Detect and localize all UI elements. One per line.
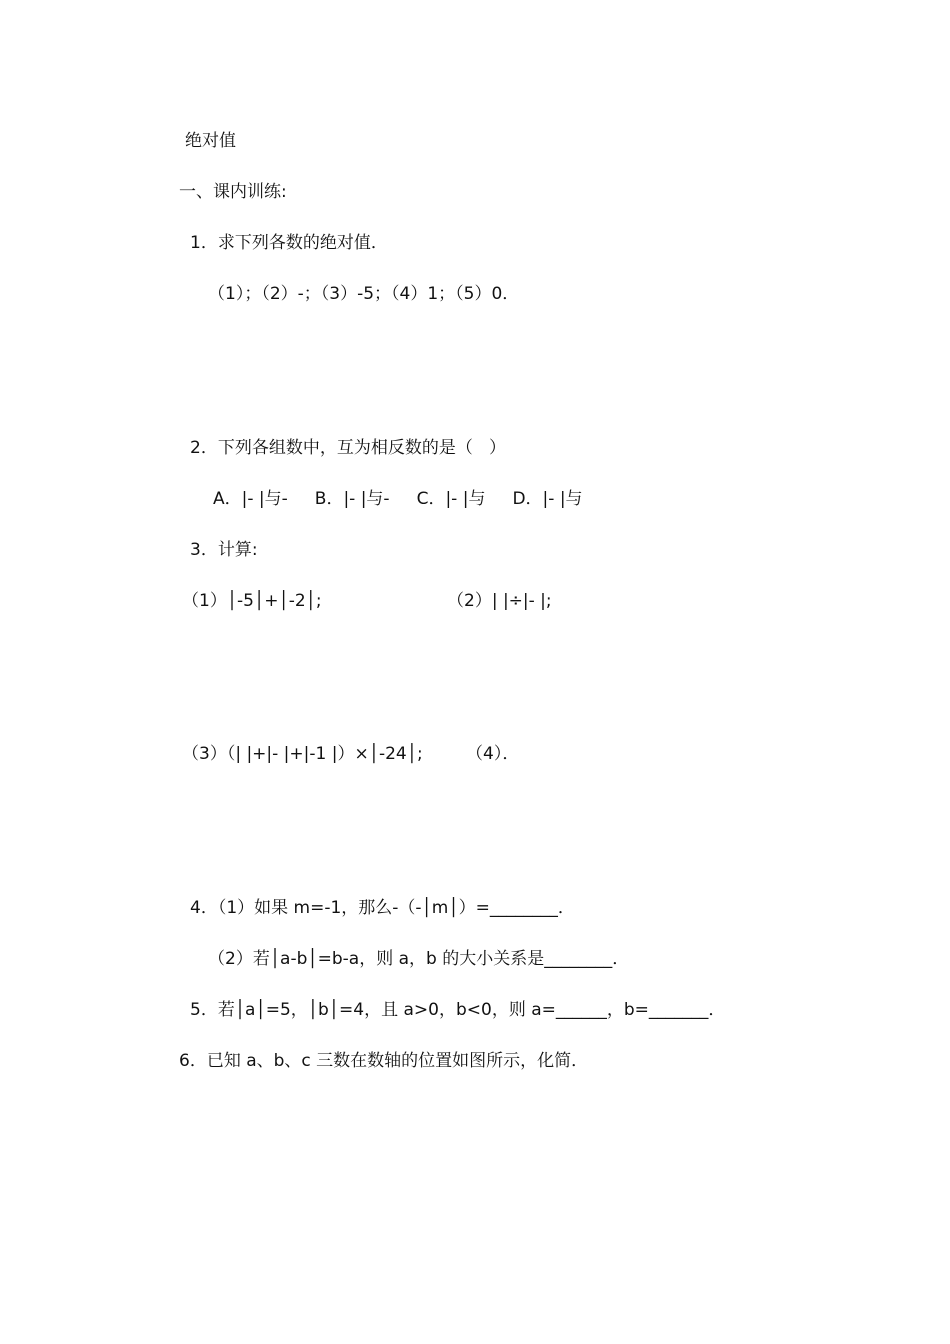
question-5: 5．若│a│=5，│b│=4，且 a>0，b<0，则 a=______，b=_______． (190, 1000, 726, 1020)
question-4-part-1: 4．（1）如果 m=-1，那么-（-│m│）=________． (190, 898, 575, 918)
question-6: 6．已知 a、b、c 三数在数轴的位置如图所示，化简． (179, 1051, 589, 1071)
question-4-part-2: （2）若│a-b│=b-a，则 a，b 的大小关系是________． (208, 949, 630, 969)
question-2-stem: 2．下列各组数中，互为相反数的是（ ） (190, 438, 507, 458)
question-2-options: A．|- |与- B．|- |与- C．|- |与 D．|- |与 (213, 489, 583, 509)
question-1-items: （1）；（2）-；（3）-5；（4）1；（5）0． (208, 284, 520, 304)
question-3-item-4: （4）． (466, 744, 520, 764)
question-3-item-3: （3）（| |+|- |+|-1 |）×│-24│; (182, 744, 423, 764)
question-3-item-1: （1）│-5│+│-2│; (182, 591, 322, 611)
question-3-stem: 3．计算: (190, 540, 258, 560)
section-heading: 一、课内训练: (179, 182, 287, 202)
page-title: 绝对值 (185, 131, 236, 151)
question-3-item-2: （2）| |÷|- |; (447, 591, 552, 611)
question-1-stem: 1．求下列各数的绝对值． (190, 233, 388, 253)
